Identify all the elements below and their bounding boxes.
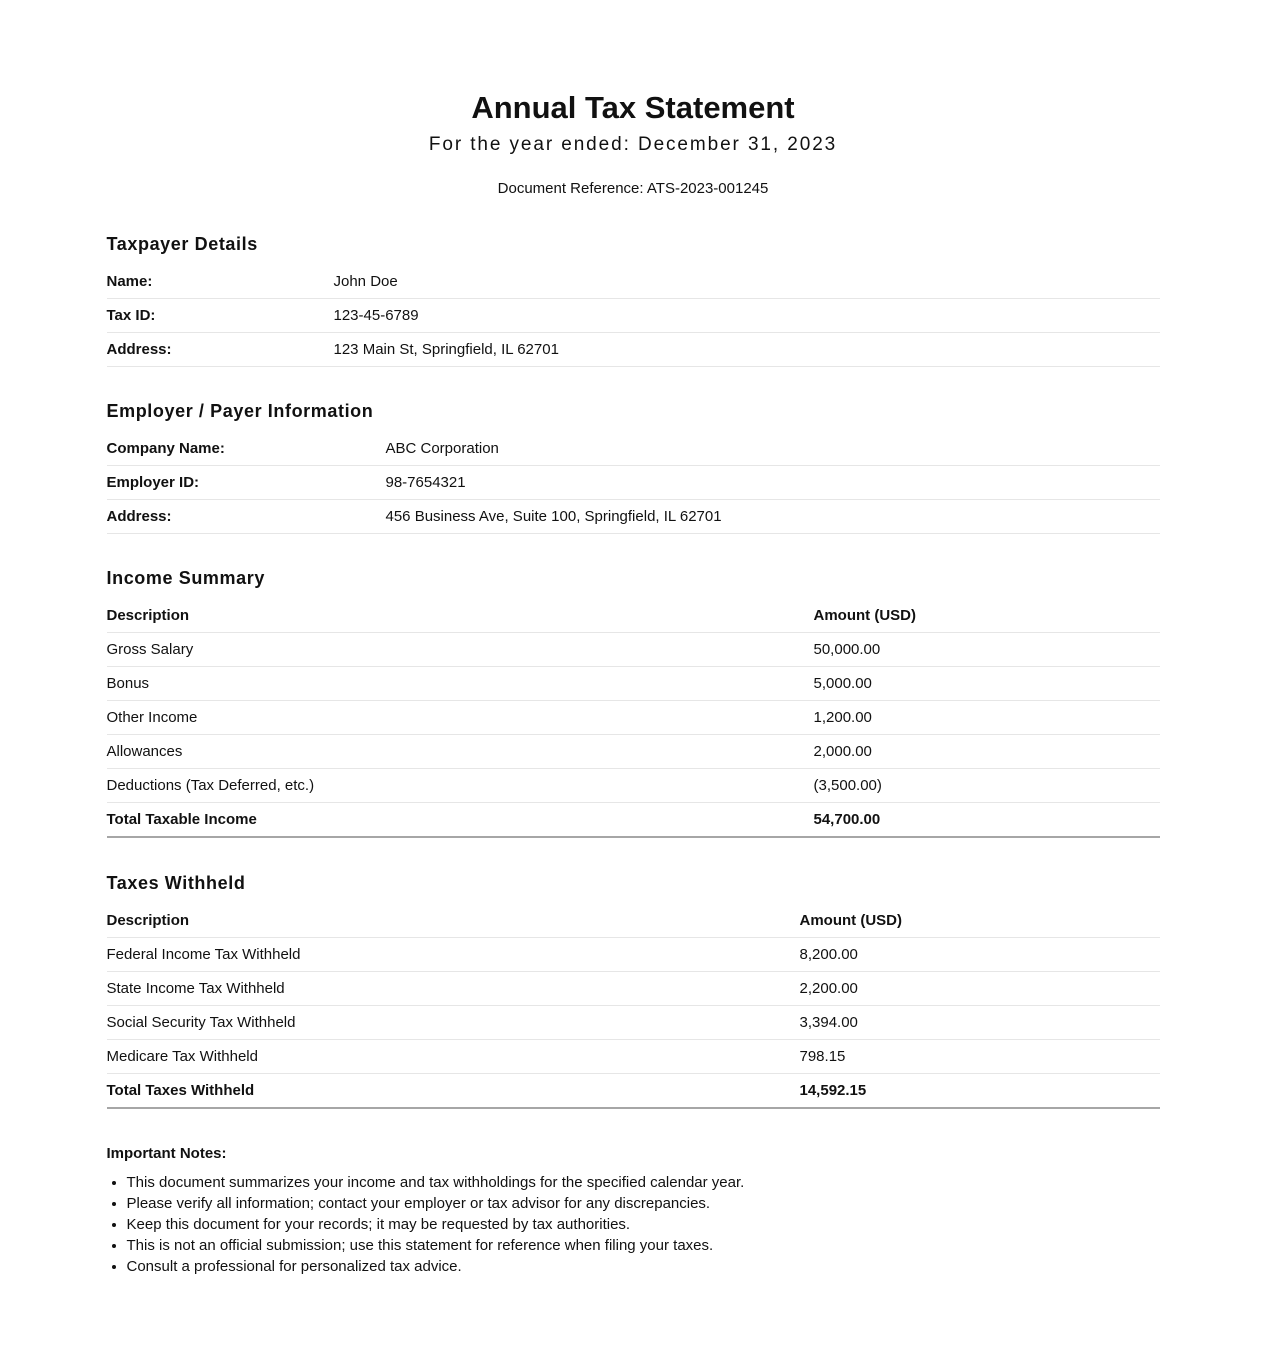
table-row bbox=[107, 1006, 1160, 1040]
tax-description: Medicare Tax Withheld bbox=[107, 1040, 800, 1074]
employer-id-value: 98-7654321 bbox=[386, 466, 1160, 500]
table-row bbox=[107, 972, 1160, 1006]
taxpayer-tax-id-value: 123-45-6789 bbox=[334, 299, 1160, 333]
taxes-total-label: Total Taxes Withheld bbox=[107, 1074, 800, 1109]
document-reference: Document Reference: ATS-2023-001245 bbox=[497, 180, 769, 197]
document-subtitle: For the year ended: December 31, 2023 bbox=[428, 134, 838, 155]
tax-amount: 3,394.00 bbox=[800, 1006, 1160, 1040]
taxes-description-header: Description bbox=[107, 904, 800, 938]
taxpayer-details-table bbox=[107, 265, 1160, 367]
table-row bbox=[107, 769, 1160, 803]
employer-address-label: Address: bbox=[107, 500, 386, 534]
taxpayer-row-tax-id bbox=[107, 299, 1160, 333]
taxpayer-address-label: Address: bbox=[107, 333, 334, 367]
table-row bbox=[107, 701, 1160, 735]
tax-statement-document bbox=[104, 0, 1160, 1277]
employer-row-id bbox=[107, 466, 1160, 500]
income-description-header: Description bbox=[107, 599, 814, 633]
income-amount: 5,000.00 bbox=[814, 667, 1160, 701]
taxpayer-address-value: 123 Main St, Springfield, IL 62701 bbox=[334, 333, 1160, 367]
tax-description: Federal Income Tax Withheld bbox=[107, 938, 800, 972]
taxpayer-section-title: Taxpayer Details bbox=[106, 234, 258, 254]
income-amount-header: Amount (USD) bbox=[814, 599, 1160, 633]
income-amount: 50,000.00 bbox=[814, 633, 1160, 667]
tax-amount: 2,200.00 bbox=[800, 972, 1160, 1006]
income-amount: 2,000.00 bbox=[814, 735, 1160, 769]
tax-amount: 798.15 bbox=[800, 1040, 1160, 1074]
taxes-amount-header: Amount (USD) bbox=[800, 904, 1160, 938]
list-item: • Consult a professional for personalized tax advice. bbox=[127, 1256, 1160, 1277]
income-summary-table bbox=[107, 599, 1160, 838]
table-row bbox=[107, 667, 1160, 701]
table-row bbox=[107, 1040, 1160, 1074]
employer-row-company bbox=[107, 432, 1160, 466]
income-description: Allowances bbox=[107, 735, 814, 769]
taxes-total-row bbox=[107, 1074, 1160, 1109]
notes-title: Important Notes: bbox=[106, 1145, 227, 1162]
taxes-section-title: Taxes Withheld bbox=[106, 873, 246, 893]
taxpayer-name-label: Name: bbox=[107, 265, 334, 299]
table-row bbox=[107, 735, 1160, 769]
income-section-title: Income Summary bbox=[106, 568, 265, 588]
income-total-row bbox=[107, 803, 1160, 838]
important-notes bbox=[107, 1144, 1160, 1277]
list-item: • Please verify all information; contact your employer or tax advisor for any discrepancies. bbox=[127, 1193, 1160, 1214]
income-header-row bbox=[107, 599, 1160, 633]
tax-description: State Income Tax Withheld bbox=[107, 972, 800, 1006]
employer-company-value: ABC Corporation bbox=[386, 432, 1160, 466]
tax-amount: 8,200.00 bbox=[800, 938, 1160, 972]
taxes-withheld-table bbox=[107, 904, 1160, 1109]
income-total-amount: 54,700.00 bbox=[814, 803, 1160, 838]
employer-company-label: Company Name: bbox=[107, 432, 386, 466]
taxpayer-row-address bbox=[107, 333, 1160, 367]
income-description: Bonus bbox=[107, 667, 814, 701]
income-amount: 1,200.00 bbox=[814, 701, 1160, 735]
table-row bbox=[107, 633, 1160, 667]
list-item: • This is not an official submission; use this statement for reference when filing your taxes. bbox=[127, 1235, 1160, 1256]
notes-list bbox=[107, 1172, 1160, 1277]
taxes-total-amount: 14,592.15 bbox=[800, 1074, 1160, 1109]
income-description: Deductions (Tax Deferred, etc.) bbox=[107, 769, 814, 803]
income-description: Gross Salary bbox=[107, 633, 814, 667]
income-total-label: Total Taxable Income bbox=[107, 803, 814, 838]
employer-id-label: Employer ID: bbox=[107, 466, 386, 500]
employer-details-table bbox=[107, 432, 1160, 534]
table-row bbox=[107, 938, 1160, 972]
list-item: • This document summarizes your income and tax withholdings for the specified calendar year. bbox=[127, 1172, 1160, 1193]
employer-address-value: 456 Business Ave, Suite 100, Springfield, IL 62701 bbox=[386, 500, 1160, 534]
taxpayer-tax-id-label: Tax ID: bbox=[107, 299, 334, 333]
employer-row-address bbox=[107, 500, 1160, 534]
taxpayer-name-value: John Doe bbox=[334, 265, 1160, 299]
tax-description: Social Security Tax Withheld bbox=[107, 1006, 800, 1040]
employer-section-title: Employer / Payer Information bbox=[106, 401, 374, 421]
document-title: Annual Tax Statement bbox=[471, 90, 795, 125]
income-description: Other Income bbox=[107, 701, 814, 735]
list-item: • Keep this document for your records; it may be requested by tax authorities. bbox=[127, 1214, 1160, 1235]
income-amount: (3,500.00) bbox=[814, 769, 1160, 803]
taxes-header-row bbox=[107, 904, 1160, 938]
taxpayer-row-name bbox=[107, 265, 1160, 299]
